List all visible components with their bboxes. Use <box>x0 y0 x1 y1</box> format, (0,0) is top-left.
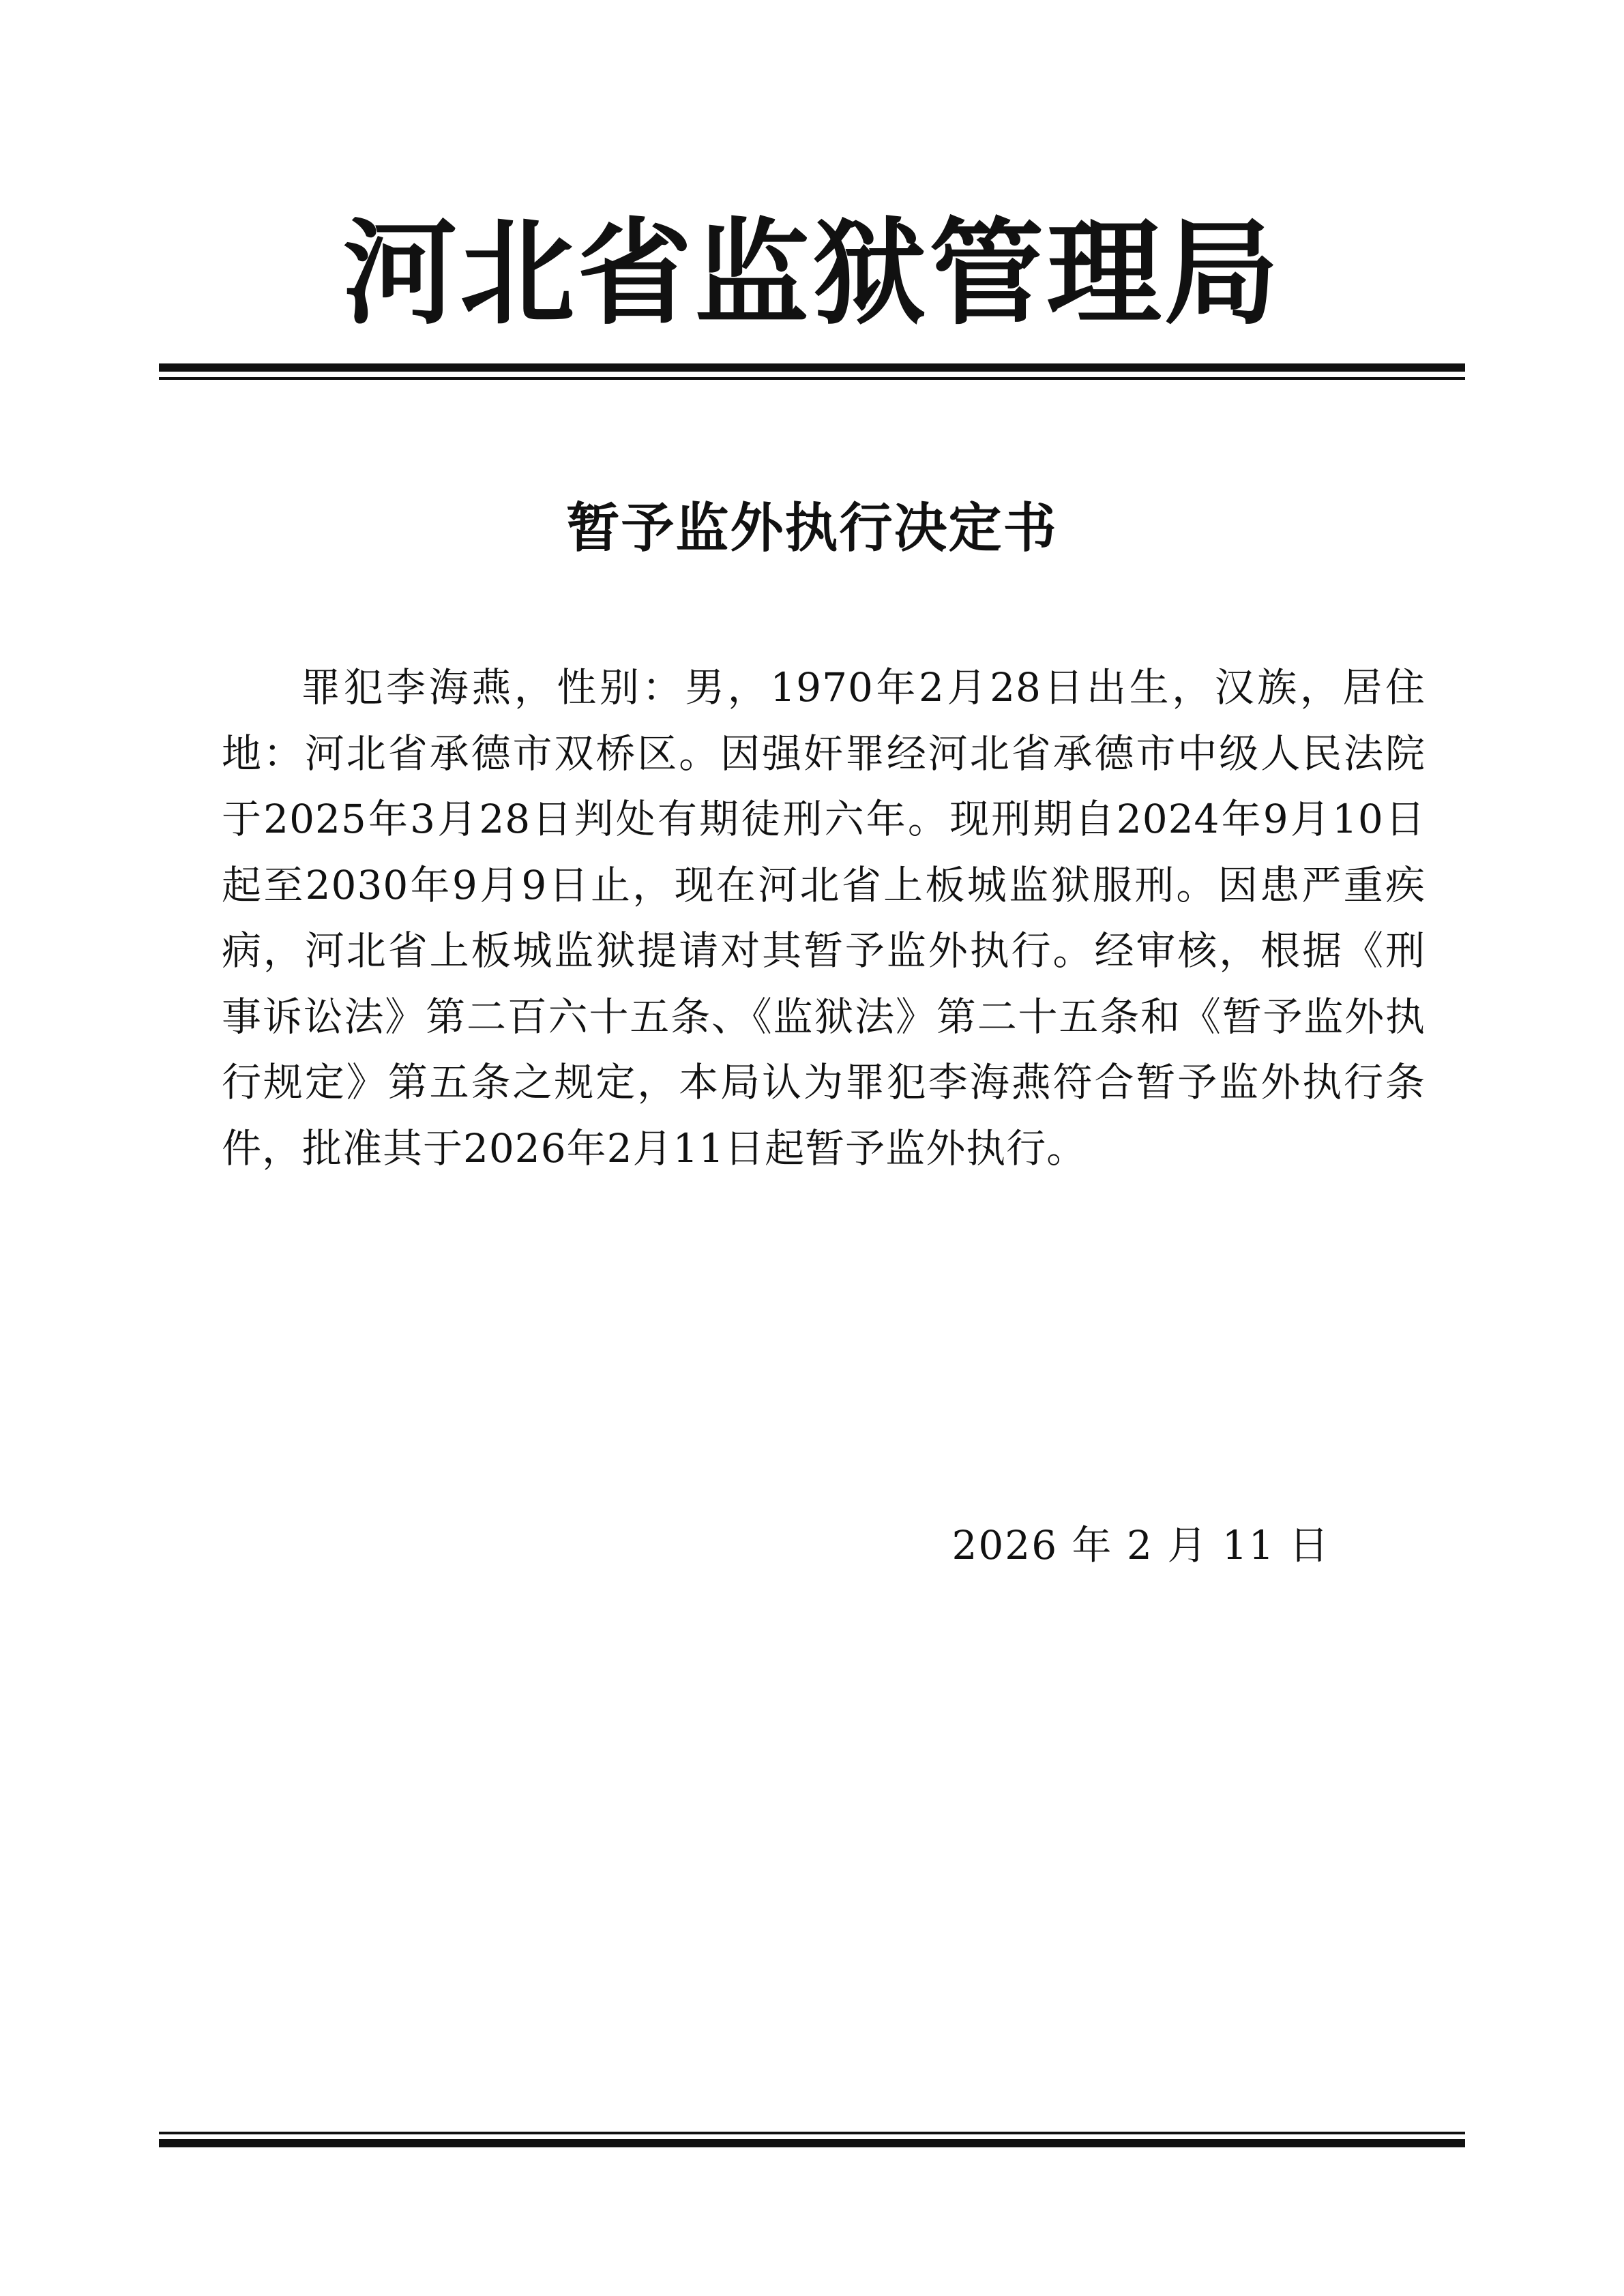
document-date: 2026 年 2 月 11 日 <box>951 1522 1330 1568</box>
footer-rule-thin <box>159 2132 1465 2134</box>
letterhead-rule-thick <box>159 363 1465 372</box>
document-body: 罪犯李海燕，性别：男，1970年2月28日出生，汉族，居住地：河北省承德市双桥区。因强奸罪经河北省承德市中级人民法院于2025年3月28日判处有期徒刑六年。现刑期自2024年9月10日起至2030年9月9日止，现在河北省上板城监狱服刑。因患严重疾病，河北省上板城监狱提请对其暂予监外执行。经审核，根据《刑事诉讼法》第二百六十五条、《监狱法》第二十五条和《暂予监外执行规定》第五条之规定，本局认为罪犯李海燕符合暂予监外执行条件，批准其于2026年2月11日起暂予监外执行。 <box>222 664 1426 1172</box>
document-title: 暂予监外执行决定书 <box>566 498 1058 559</box>
letterhead-rule-thin <box>159 377 1465 380</box>
footer-rule-thick <box>159 2139 1465 2147</box>
letterhead-organization: 河北省监狱管理局 <box>342 205 1282 340</box>
